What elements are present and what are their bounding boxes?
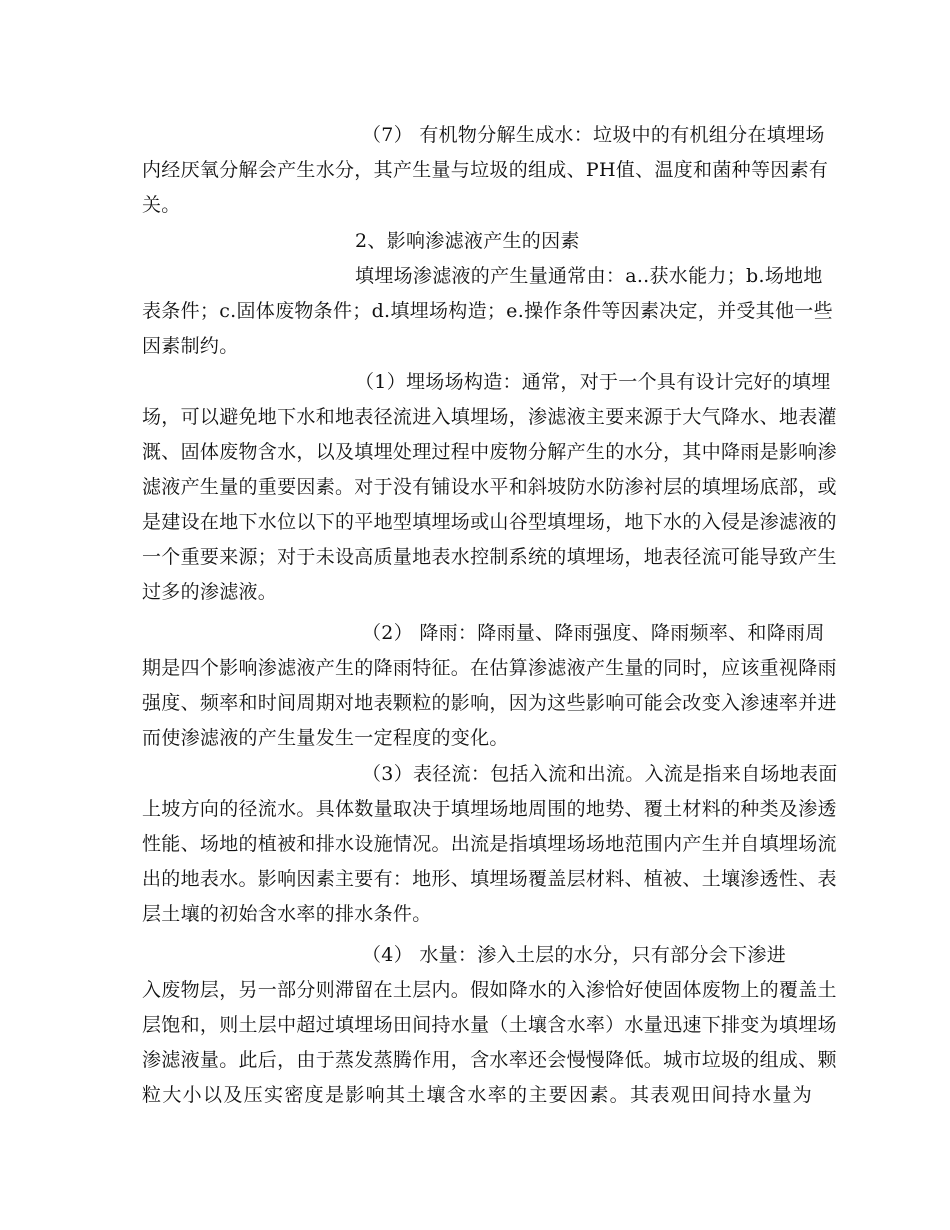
paragraph-4-line-3: 层饱和，则土层中超过填埋场田间持水量（土壤含水率）水量迅速下排变为填埋场 <box>142 1014 837 1036</box>
paragraph-4-line-2: 入废物层，另一部分则滞留在土层内。假如降水的入渗恰好使固体废物上的覆盖土 <box>142 979 837 1001</box>
paragraph-2-line-2: 期是四个影响渗滤液产生的降雨特征。在估算渗滤液产生量的同时，应该重视降雨 <box>142 657 837 679</box>
paragraph-1-line-3: 溉、固体废物含水，以及填埋处理过程中废物分解产生的水分，其中降雨是影响渗 <box>142 441 837 463</box>
intro-line-3: 因素制约。 <box>142 335 239 357</box>
section-heading: 2、影响渗滤液产生的因素 <box>355 230 580 252</box>
paragraph-7-line-2: 内经厌氧分解会产生水分，其产生量与垃圾的组成、PH值、温度和菌种等因素有 <box>142 159 829 181</box>
paragraph-2-line-3: 强度、频率和时间周期对地表颗粒的影响，因为这些影响可能会改变入渗速率并进 <box>142 692 837 714</box>
paragraph-1-line-5: 是建设在地下水位以下的平地型填埋场或山谷型填埋场，地下水的入侵是渗滤液的 <box>142 511 837 533</box>
paragraph-3-line-2: 上坡方向的径流水。具体数量取决于填埋场地周围的地势、覆土材料的种类及渗透 <box>142 798 837 820</box>
paragraph-7-line-1: （7） 有机物分解生成水：垃圾中的有机组分在填埋场 <box>362 124 825 146</box>
paragraph-4-line-4: 渗滤液量。此后，由于蒸发蒸腾作用，含水率还会慢慢降低。城市垃圾的组成、颗 <box>142 1049 837 1071</box>
paragraph-4-line-1: （4） 水量：渗入土层的水分，只有部分会下渗进 <box>362 944 787 966</box>
paragraph-2-line-1: （2） 降雨：降雨量、降雨强度、降雨频率、和降雨周 <box>362 622 825 644</box>
paragraph-3-line-3: 性能、场地的植被和排水设施情况。出流是指填埋场场地范围内产生并自填埋场流 <box>142 833 837 855</box>
paragraph-3-line-5: 层土壤的初始含水率的排水条件。 <box>142 903 432 925</box>
paragraph-3-line-1: （3）表径流：包括入流和出流。入流是指来自场地表面 <box>362 763 838 785</box>
paragraph-7-line-3: 关。 <box>142 194 181 216</box>
intro-line-1: 填埋场渗滤液的产生量通常由：a..获水能力；b.场地地 <box>355 265 823 287</box>
paragraph-3-line-4: 出的地表水。影响因素主要有：地形、填埋场覆盖层材料、植被、土壤渗透性、表 <box>142 868 837 890</box>
intro-line-2: 表条件；c.固体废物条件；d.填埋场构造；e.操作条件等因素决定，并受其他一些 <box>142 300 833 322</box>
paragraph-1-line-4: 滤液产生量的重要因素。对于没有铺设水平和斜坡防水防渗衬层的填埋场底部，或 <box>142 476 837 498</box>
paragraph-1-line-2: 场，可以避免地下水和地表径流进入填埋场，渗滤液主要来源于大气降水、地表灌 <box>142 406 837 428</box>
paragraph-1-line-6: 一个重要来源；对于未设高质量地表水控制系统的填埋场，地表径流可能导致产生 <box>142 546 837 568</box>
paragraph-2-line-4: 而使渗滤液的产生量发生一定程度的变化。 <box>142 727 509 749</box>
paragraph-1-line-7: 过多的渗滤液。 <box>142 581 278 603</box>
paragraph-1-line-1: （1）埋场场构造：通常，对于一个具有设计完好的填埋 <box>355 371 831 393</box>
paragraph-4-line-5: 粒大小以及压实密度是影响其土壤含水率的主要因素。其表观田间持水量为 <box>142 1084 812 1106</box>
